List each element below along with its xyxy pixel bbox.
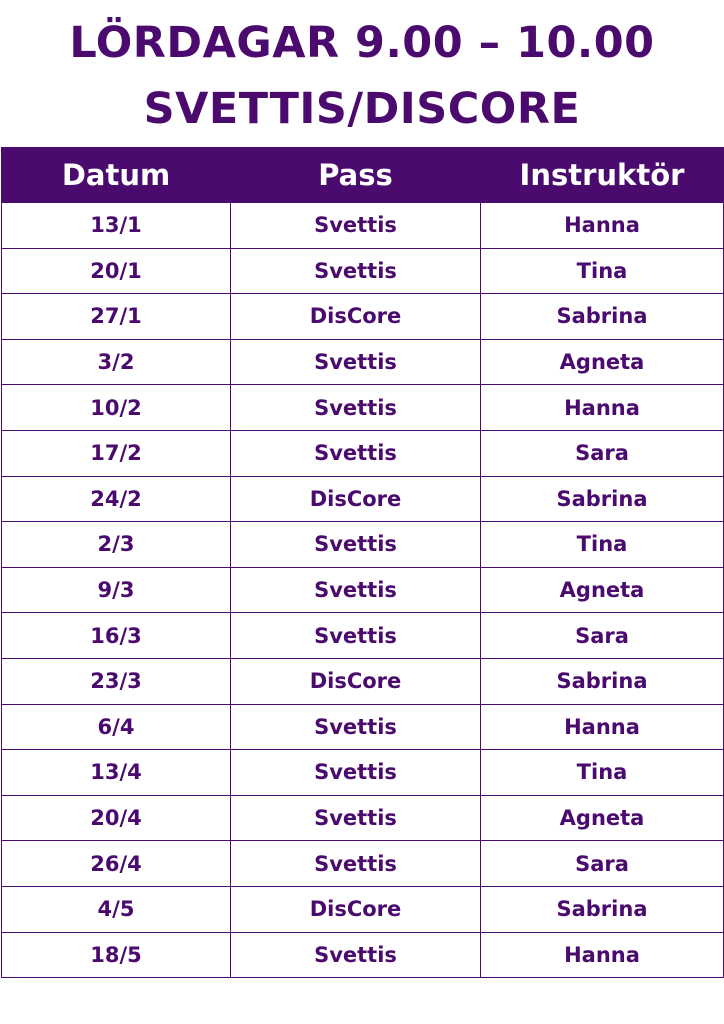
date-cell: 9/3	[2, 567, 231, 613]
header-datum: Datum	[2, 148, 231, 203]
date-cell: 27/1	[2, 294, 231, 340]
class-cell: Svettis	[231, 339, 481, 385]
date-cell: 20/1	[2, 248, 231, 294]
instructor-cell: Sabrina	[481, 476, 724, 522]
date-cell: 10/2	[2, 385, 231, 431]
instructor-cell: Tina	[481, 522, 724, 568]
table-row	[2, 294, 724, 340]
class-cell: Svettis	[231, 841, 481, 887]
class-cell: Svettis	[231, 567, 481, 613]
date-cell: 26/4	[2, 841, 231, 887]
class-cell: Svettis	[231, 750, 481, 796]
instructor-cell: Tina	[481, 248, 724, 294]
table-row	[2, 750, 724, 796]
instructor-cell: Agneta	[481, 795, 724, 841]
instructor-cell: Agneta	[481, 339, 724, 385]
table-row	[2, 339, 724, 385]
page-subtitle: SVETTIS/DISCORE	[143, 84, 581, 134]
instructor-cell: Agneta	[481, 567, 724, 613]
table-row	[2, 567, 724, 613]
instructor-cell: Sabrina	[481, 886, 724, 932]
instructor-cell: Sara	[481, 613, 724, 659]
date-cell: 13/4	[2, 750, 231, 796]
table-body	[2, 203, 724, 978]
table-row	[2, 841, 724, 887]
class-cell: Svettis	[231, 385, 481, 431]
class-cell: Svettis	[231, 522, 481, 568]
date-cell: 23/3	[2, 658, 231, 704]
table-row	[2, 795, 724, 841]
instructor-cell: Sabrina	[481, 294, 724, 340]
instructor-cell: Sara	[481, 430, 724, 476]
table-row	[2, 385, 724, 431]
table-row	[2, 476, 724, 522]
instructor-cell: Sara	[481, 841, 724, 887]
table-header	[2, 148, 724, 203]
instructor-cell: Hanna	[481, 932, 724, 978]
class-cell: DisCore	[231, 294, 481, 340]
class-cell: Svettis	[231, 248, 481, 294]
table-row	[2, 522, 724, 568]
instructor-cell: Hanna	[481, 704, 724, 750]
page-title: LÖRDAGAR 9.00 – 10.00	[69, 18, 655, 68]
date-cell: 6/4	[2, 704, 231, 750]
schedule-table	[1, 147, 724, 978]
class-cell: Svettis	[231, 430, 481, 476]
class-cell: Svettis	[231, 203, 481, 249]
header-instruktor: Instruktör	[481, 148, 724, 203]
class-cell: DisCore	[231, 886, 481, 932]
class-cell: Svettis	[231, 613, 481, 659]
class-cell: Svettis	[231, 704, 481, 750]
class-cell: Svettis	[231, 932, 481, 978]
date-cell: 18/5	[2, 932, 231, 978]
instructor-cell: Sabrina	[481, 658, 724, 704]
instructor-cell: Hanna	[481, 203, 724, 249]
date-cell: 20/4	[2, 795, 231, 841]
table-row	[2, 203, 724, 249]
date-cell: 13/1	[2, 203, 231, 249]
table-row	[2, 613, 724, 659]
date-cell: 3/2	[2, 339, 231, 385]
table-row	[2, 430, 724, 476]
date-cell: 16/3	[2, 613, 231, 659]
header-row	[2, 148, 724, 203]
class-cell: DisCore	[231, 476, 481, 522]
instructor-cell: Hanna	[481, 385, 724, 431]
class-cell: Svettis	[231, 795, 481, 841]
table-row	[2, 248, 724, 294]
instructor-cell: Tina	[481, 750, 724, 796]
table-row	[2, 932, 724, 978]
date-cell: 4/5	[2, 886, 231, 932]
table-row	[2, 658, 724, 704]
date-cell: 24/2	[2, 476, 231, 522]
table-row	[2, 886, 724, 932]
class-cell: DisCore	[231, 658, 481, 704]
date-cell: 2/3	[2, 522, 231, 568]
header-pass: Pass	[231, 148, 481, 203]
table-row	[2, 704, 724, 750]
date-cell: 17/2	[2, 430, 231, 476]
